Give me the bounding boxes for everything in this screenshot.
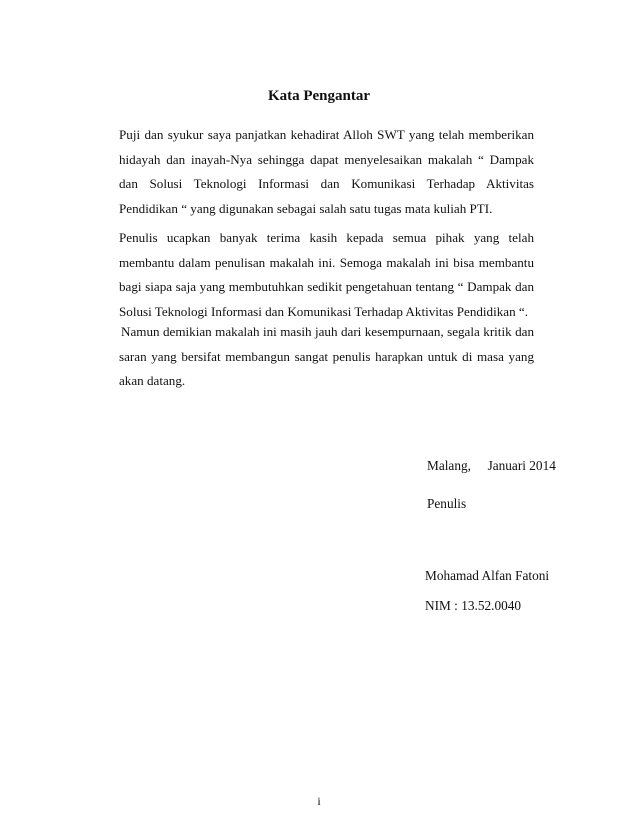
paragraph-1: Puji dan syukur saya panjatkan kehadirat Alloh SWT yang telah memberikan hidayah dan inayah-Nya sehingga dapat menyelesaikan makalah “ Dampak dan Solusi Teknologi Informasi dan Komunikasi Terhadap Aktivitas Pendidikan “ yang digunakan sebagai salah satu tugas mata kuliah PTI. <box>119 127 534 216</box>
signature-place-date: Malang, Januari 2014 <box>427 458 556 473</box>
signature-role: Penulis <box>427 496 467 511</box>
paragraph-2: Penulis ucapkan banyak terima kasih kepada semua pihak yang telah membantu dalam penulisan makalah ini. Semoga makalah ini bisa membantu bagi siapa saja yang membutuhkan sedikit pengetahuan tentang “ Dampak dan Solusi Teknologi Informasi dan Komunikasi Terhadap Aktivitas Pendidikan “. <box>119 230 534 319</box>
page-number: i <box>317 794 321 808</box>
page-title: Kata Pengantar <box>267 88 371 104</box>
paragraph-3: Namun demikian makalah ini masih jauh dari kesempurnaan, segala kritik dan saran yang bersifat membangun sangat penulis harapkan untuk di masa yang akan datang. <box>119 324 534 388</box>
signature-nim: NIM : 13.52.0040 <box>425 598 522 613</box>
signature-name: Mohamad Alfan Fatoni <box>425 568 550 583</box>
